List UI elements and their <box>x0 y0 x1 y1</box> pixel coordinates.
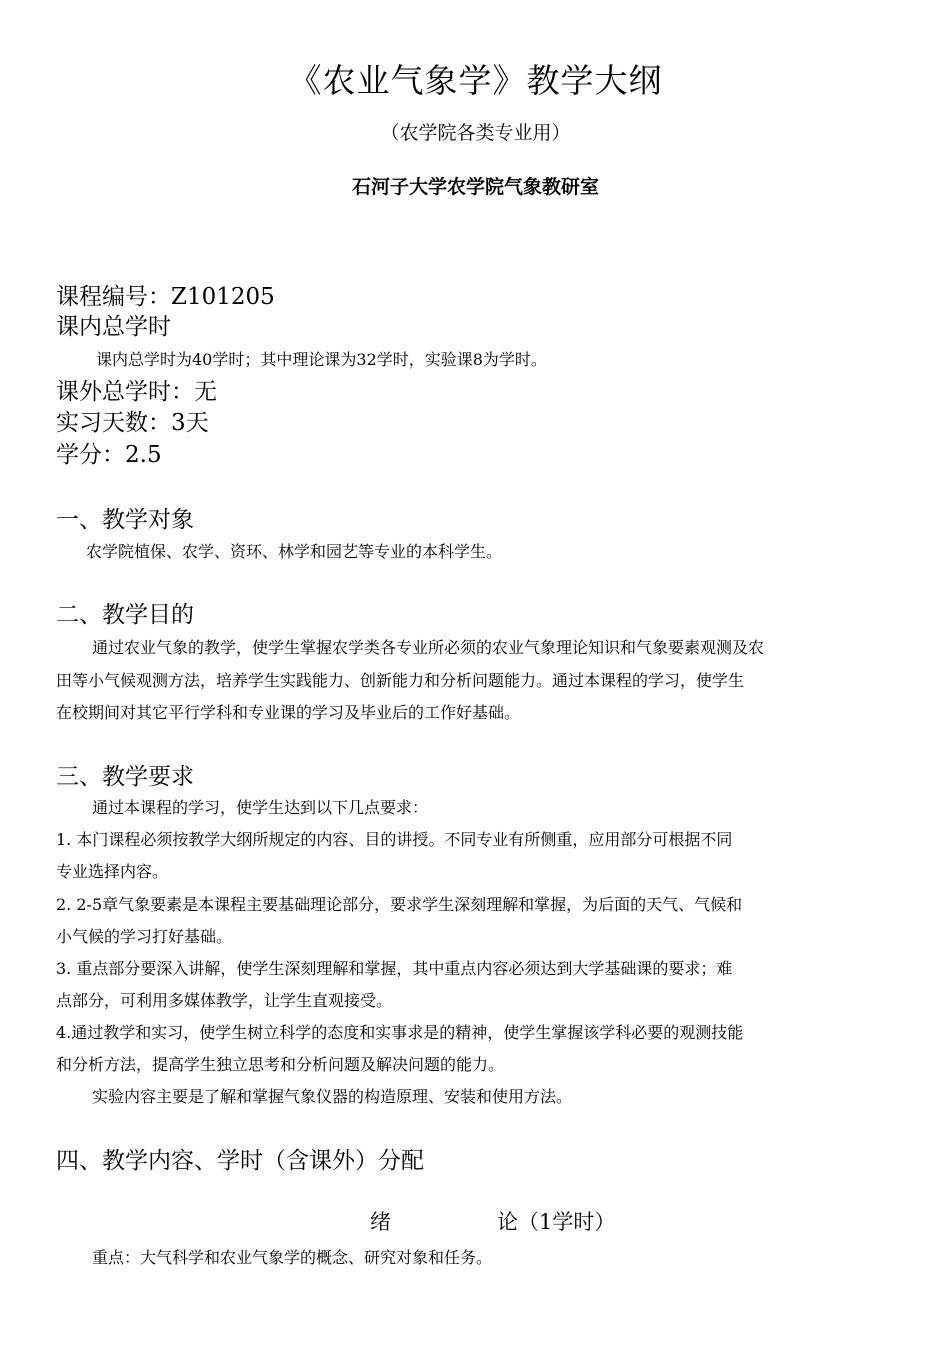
purpose-line: 通过农业气象的教学，使学生掌握农学类各专业所必须的农业气象理论知识和气象要素观测及农 <box>92 638 765 657</box>
section-heading-objects: 一、教学对象 <box>56 507 194 533</box>
chapter-title-left: 绪 <box>370 1210 391 1234</box>
requirement-line: 和分析方法，提高学生独立思考和分析问题及解决问题的能力。 <box>56 1055 505 1074</box>
organization-name: 石河子大学农学院气象教研室 <box>351 176 599 198</box>
section-heading-purpose: 二、教学目的 <box>56 602 194 628</box>
practice-days: 实习天数：3天 <box>56 410 209 436</box>
requirement-line: 专业选择内容。 <box>56 862 169 881</box>
requirement-line: 点部分，可利用多媒体教学，让学生直观接受。 <box>56 991 393 1010</box>
requirements-closing: 实验内容主要是了解和掌握气象仪器的构造原理、安装和使用方法。 <box>92 1087 573 1106</box>
chapter-title-right: 论（1学时） <box>497 1210 616 1234</box>
requirement-line: 4.通过教学和实习，使学生树立科学的态度和实事求是的精神，使学生掌握该学科必要的观测技能 <box>56 1023 744 1042</box>
purpose-line: 田等小气候观测方法，培养学生实践能力、创新能力和分析问题能力。通过本课程的学习，使学生 <box>56 671 745 690</box>
purpose-line: 在校期间对其它平行学科和专业课的学习及毕业后的工作好基础。 <box>56 703 521 722</box>
total-hours-detail: 课内总学时为40学时；其中理论课为32学时，实验课8为学时。 <box>96 350 547 369</box>
course-code: 课程编号：Z101205 <box>56 284 275 310</box>
total-hours-label: 课内总学时 <box>56 314 171 340</box>
extra-hours: 课外总学时：无 <box>56 379 217 405</box>
requirement-line: 小气候的学习打好基础。 <box>56 927 233 946</box>
requirement-line: 1. 本门课程必须按教学大纲所规定的内容、目的讲授。不同专业有所侧重，应用部分可根据不同 <box>56 830 733 849</box>
section-heading-requirements: 三、教学要求 <box>56 764 194 790</box>
objects-text: 农学院植保、农学、资环、林学和园艺等专业的本科学生。 <box>86 542 503 561</box>
requirement-line: 2. 2-5章气象要素是本课程主要基础理论部分，要求学生深刻理解和掌握，为后面的天气、气候和 <box>56 895 743 914</box>
document-title: 《农业气象学》教学大纲 <box>288 61 663 100</box>
chapter-key-points: 重点：大气科学和农业气象学的概念、研究对象和任务。 <box>92 1248 493 1267</box>
document-subtitle: （农学院各类专业用） <box>380 122 571 144</box>
requirement-line: 3. 重点部分要深入讲解，使学生深刻理解和掌握，其中重点内容必须达到大学基础课的要求；难 <box>56 959 733 978</box>
credits: 学分：2.5 <box>56 442 162 468</box>
requirements-intro: 通过本课程的学习，使学生达到以下几点要求： <box>92 798 429 817</box>
section-heading-content: 四、教学内容、学时（含课外）分配 <box>56 1148 424 1174</box>
